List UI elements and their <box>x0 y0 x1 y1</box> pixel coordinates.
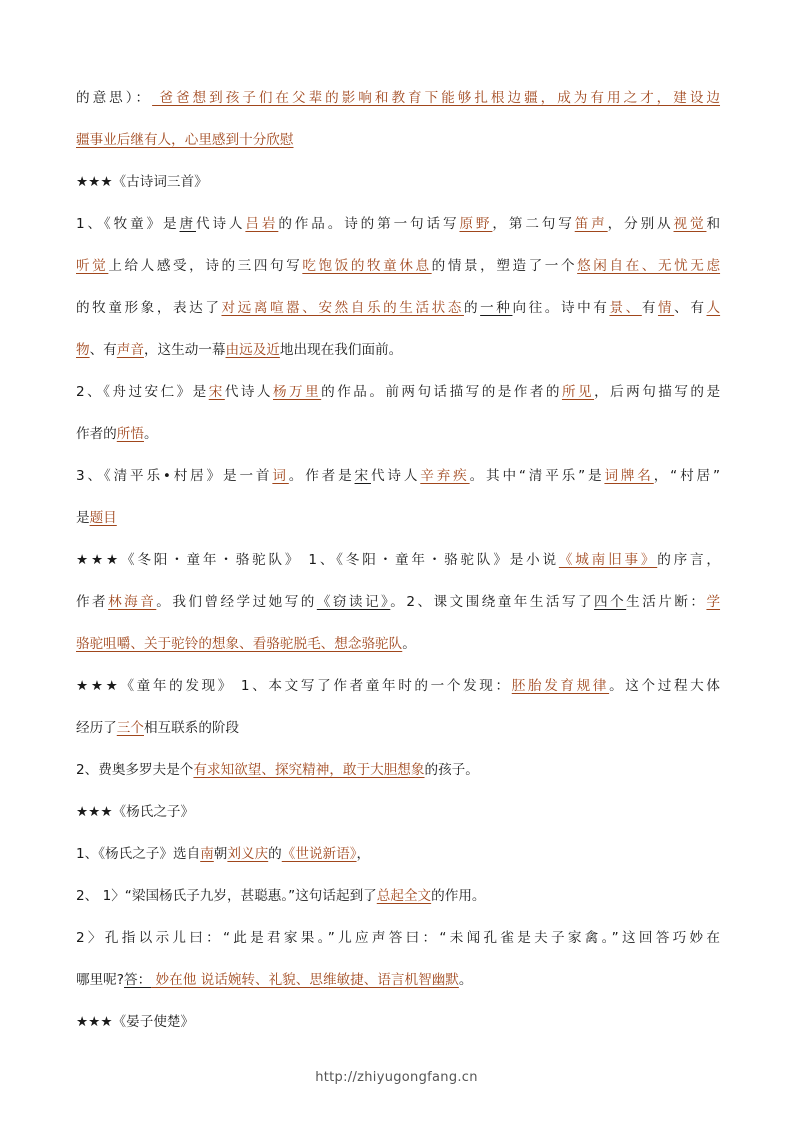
answer-span: 刘义庆 <box>227 846 269 862</box>
text-line <box>76 1002 720 1044</box>
text-span: 。 <box>402 636 416 652</box>
text-line <box>76 120 720 162</box>
text-span: 的情景，塑造了一个 <box>431 258 578 274</box>
answer-span: 南 <box>200 846 214 862</box>
text-span: 作者 <box>76 594 109 610</box>
answer-span: 唐 <box>179 216 196 232</box>
answer-span: 所见 <box>561 384 595 400</box>
text-span: 3、《清平乐•村居》是一首 <box>76 468 273 484</box>
text-span: 1、《杨氏之子》选自 <box>76 846 201 862</box>
text-span: ， <box>356 846 371 862</box>
answer-span: 爸爸想到孩子们在父辈的影响和教育下能够扎根边疆，成为有用之才，建设边 <box>152 90 721 106</box>
answer-span: 一种 <box>480 300 513 316</box>
text-span: ，后两句描写的是 <box>594 384 721 400</box>
answer-span: 《城南旧事》 <box>558 552 658 568</box>
answer-span: 词牌名 <box>604 468 654 484</box>
text-line <box>76 162 720 204</box>
text-span: 的 <box>463 300 481 316</box>
text-span: 的孩子。 <box>424 762 479 778</box>
text-span: 1、《牧童》是 <box>76 216 180 232</box>
answer-span: 听觉 <box>76 258 109 274</box>
text-span: 有 <box>641 300 658 316</box>
text-span: 哪里呢? <box>76 972 124 988</box>
answer-span: 《窃读记》 <box>316 594 391 610</box>
answer-span: 视觉 <box>673 216 707 232</box>
footer-url[interactable]: http://zhiyugongfang.cn <box>315 1070 478 1085</box>
text-span: ，这生动一幕 <box>143 342 226 358</box>
answer-span: 《世说新语》 <box>281 846 357 862</box>
text-line <box>76 834 720 876</box>
text-span: 的作用。 <box>431 888 486 904</box>
text-line <box>76 582 720 624</box>
text-span: 经历了 <box>76 720 117 736</box>
answer-span: 所悟 <box>116 426 144 442</box>
text-span: ，第二句写 <box>492 216 575 232</box>
text-span: 相互联系的阶段 <box>143 720 240 736</box>
text-line <box>76 372 720 414</box>
text-span: 2、《舟过安仁》是 <box>76 384 209 400</box>
answer-span: 人 <box>706 300 721 316</box>
answer-span: 笛声 <box>574 216 608 232</box>
answer-span: 宋 <box>208 384 225 400</box>
text-span: ，分别从 <box>607 216 674 232</box>
text-line <box>76 246 720 288</box>
text-span: ，“村居” <box>653 468 720 484</box>
text-span: 生活片断： <box>626 594 707 610</box>
text-span: 的序言， <box>657 552 721 568</box>
text-span: 上给人感受，诗的三四句写 <box>108 258 303 274</box>
text-span: 的 <box>268 846 282 862</box>
text-span: 和 <box>706 216 721 232</box>
text-span: 是 <box>76 510 90 526</box>
answer-span: 声音 <box>116 342 144 358</box>
text-line <box>76 78 720 120</box>
answer-span: 吃饱饭的牧童休息 <box>302 258 432 274</box>
answer-span: 对远离喧嚣、安然自乐的生活状态 <box>221 300 464 316</box>
text-line <box>76 540 720 582</box>
answer-span: 总起全文 <box>376 888 432 904</box>
text-span: 地出现在我们面前。 <box>279 342 403 358</box>
answer-span: 物 <box>76 342 90 358</box>
text-line <box>76 330 720 372</box>
answer-span: 林海音 <box>108 594 157 610</box>
text-span: ★★★《童年的发现》 1、本文写了作者童年时的一个发现： <box>76 678 512 694</box>
answer-span: 吕岩 <box>245 216 279 232</box>
text-line <box>76 456 720 498</box>
text-line <box>76 792 720 834</box>
answer-span: 杨万里 <box>272 384 322 400</box>
answer-span: 答： <box>124 972 152 988</box>
text-span: 的意思）： <box>76 90 153 106</box>
text-span: 2、 1〉“梁国杨氏子九岁，甚聪惠。”这句话起到了 <box>76 888 377 904</box>
answer-span: 宋 <box>354 468 371 484</box>
text-span: 作者的 <box>76 426 117 442</box>
text-span: 代诗人 <box>224 384 273 400</box>
text-span: 朝 <box>213 846 228 862</box>
text-span: ★★★《古诗词三首》 <box>76 174 208 190</box>
answer-span: 悠闲自在、无忧无虑 <box>577 258 721 274</box>
answer-span: 骆驼咀嚼、关于驼铃的想象、看骆驼脱毛、想念骆驼队 <box>76 636 403 652</box>
text-span: ★★★《杨氏之子》 <box>76 804 195 820</box>
text-span: 向往。诗中有 <box>512 300 610 316</box>
text-span: 。 <box>458 972 473 988</box>
text-span: 2〉孔指以示儿曰：“此是君家果。”儿应声答曰：“未闻孔雀是夫子家禽。”这回答巧妙在 <box>76 930 720 946</box>
text-line <box>76 960 720 1002</box>
answer-span: 学 <box>706 594 721 610</box>
answer-span: 题目 <box>89 510 117 526</box>
answer-span: 妙在他 说话婉转、礼貌、思维敏捷、语言机智幽默 <box>151 972 459 988</box>
text-span: 。我们曾经学过她写的 <box>156 594 317 610</box>
text-line <box>76 498 720 540</box>
answer-span: 原野 <box>459 216 493 232</box>
text-span: 代诗人 <box>370 468 421 484</box>
text-span: 的作品。诗的第一句话写 <box>278 216 460 232</box>
text-span: ★★★《晏子使楚》 <box>76 1014 195 1030</box>
text-span: 。作者是 <box>288 468 355 484</box>
text-line <box>76 414 720 456</box>
answer-span: 疆事业后继有人，心里感到十分欣慰 <box>76 132 294 148</box>
answer-span: 词 <box>272 468 289 484</box>
answer-span: 辛弃疾 <box>420 468 470 484</box>
text-span: 代诗人 <box>195 216 246 232</box>
text-span: 。其中“清平乐”是 <box>469 468 605 484</box>
text-span: 的牧童形象，表达了 <box>76 300 222 316</box>
text-line <box>76 708 720 750</box>
text-line <box>76 624 720 666</box>
text-span: 。这个过程大体 <box>609 678 720 694</box>
answer-span: 由远及近 <box>225 342 280 358</box>
text-span: 。2、课文围绕童年生活写了 <box>390 594 595 610</box>
text-line <box>76 288 720 330</box>
text-line <box>76 876 720 918</box>
text-line <box>76 204 720 246</box>
text-span: 、有 <box>674 300 707 316</box>
answer-span: 情 <box>657 300 675 316</box>
answer-span: 有求知欲望、探究精神，敢于大胆想象 <box>193 762 425 778</box>
text-span: 的作品。前两句话描写的是作者的 <box>321 384 562 400</box>
text-line <box>76 750 720 792</box>
document-body <box>76 78 720 1044</box>
answer-span: 景、 <box>609 300 642 316</box>
text-span: 2、费奥多罗夫是个 <box>76 762 194 778</box>
answer-span: 胚胎发育规律 <box>511 678 610 694</box>
text-span: 。 <box>143 426 158 442</box>
answer-span: 四个 <box>594 594 627 610</box>
answer-span: 三个 <box>116 720 144 736</box>
text-span: 、有 <box>89 342 117 358</box>
text-line <box>76 666 720 708</box>
text-span: ★★★《冬阳・童年・骆驼队》 1、《冬阳・童年・骆驼队》是小说 <box>76 552 559 568</box>
text-line <box>76 918 720 960</box>
